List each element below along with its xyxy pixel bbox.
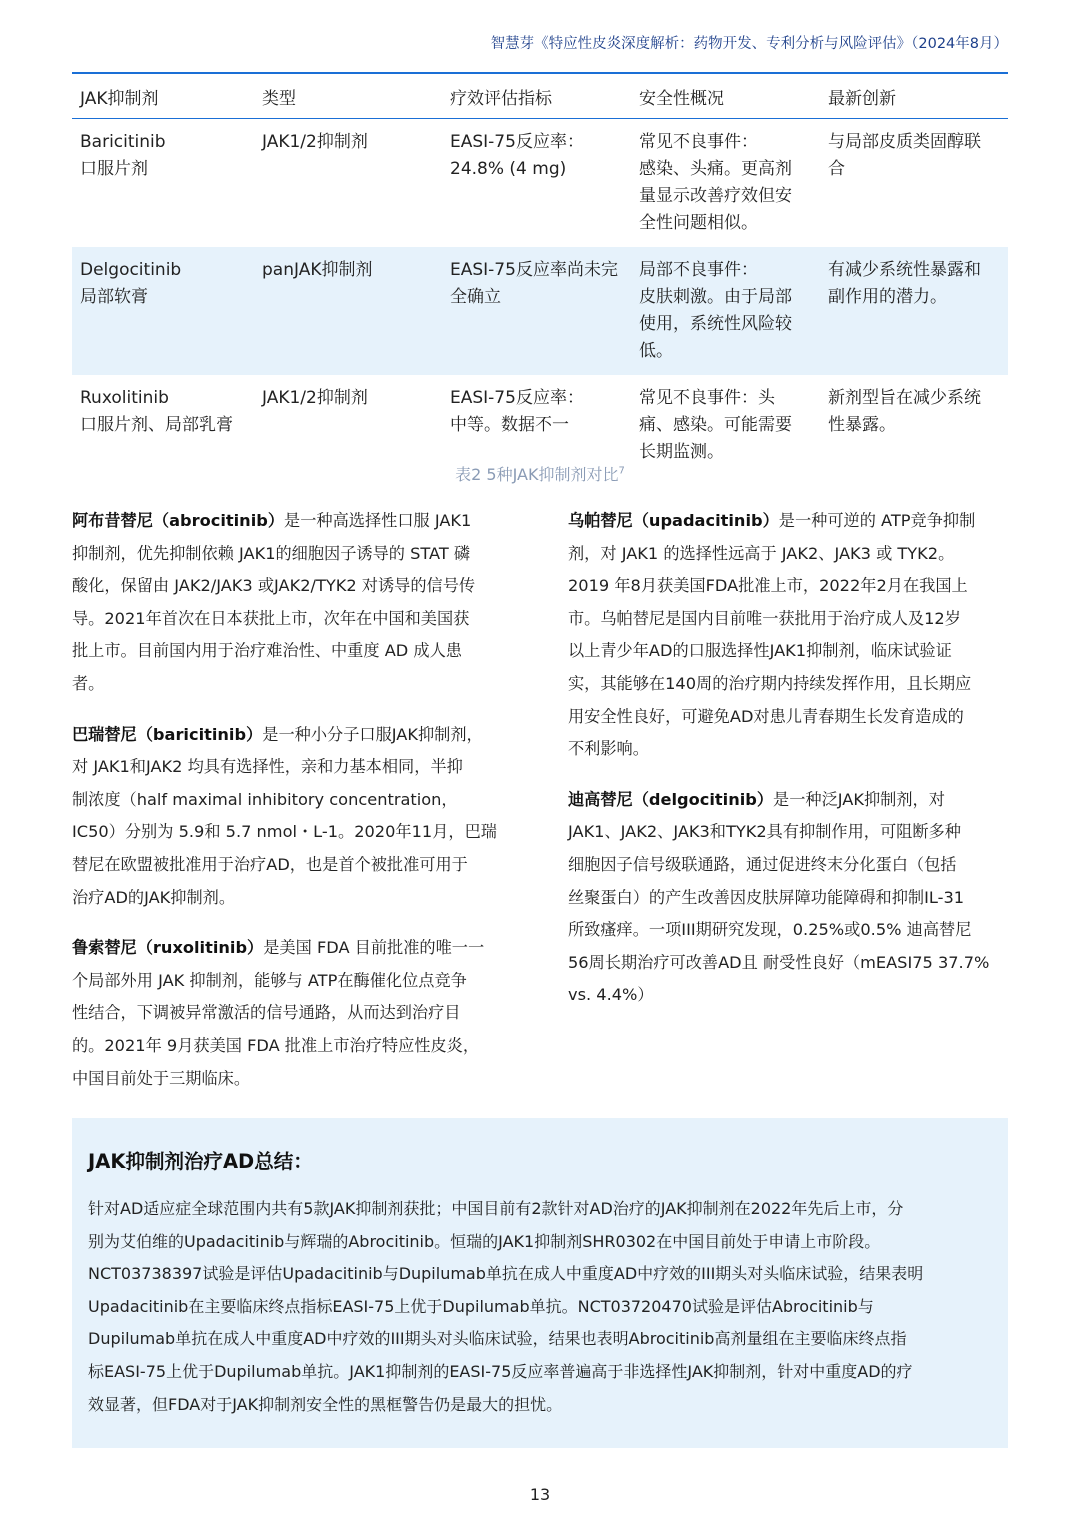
drug-name: 迪高替尼（delgocitinib） bbox=[568, 789, 774, 809]
drug-paragraph bbox=[568, 784, 1008, 1012]
table-cell-innovation bbox=[820, 375, 1008, 476]
paragraph-line: 导。2021年首次在日本获批上市，次年在中国和美国获 bbox=[72, 608, 470, 628]
table-row bbox=[72, 375, 1008, 476]
paragraph-line: 所致瘙痒。一项III期研究发现，0.25%或0.5% 迪高替尼 bbox=[568, 920, 972, 940]
paragraph-line bbox=[72, 505, 512, 538]
summary-body bbox=[88, 1193, 998, 1421]
cell-line: 痛、感染。可能需要 bbox=[639, 415, 792, 435]
table-cell-type bbox=[254, 119, 442, 248]
summary-title: JAK抑制剂治疗AD总结： bbox=[88, 1150, 313, 1173]
table-cell-efficacy bbox=[442, 119, 631, 248]
cell-line: Baricitinib bbox=[80, 132, 166, 152]
cell-line: 量显示改善疗效但安 bbox=[639, 186, 792, 206]
cell-line: 使用，系统性风险较 bbox=[639, 314, 792, 334]
paragraph-line: 治疗AD的JAK抑制剂。 bbox=[72, 887, 236, 907]
summary-line: Dupilumab单抗在成人中重度AD中疗效的III期头对头临床试验，结果也表明Abrocitinib高剂量组在主要临床终点指 bbox=[88, 1329, 907, 1349]
paragraph-line: 以上青少年AD的口服选择性JAK1抑制剂，临床试验证 bbox=[568, 641, 952, 661]
column-header-safety: 安全性概况 bbox=[631, 73, 820, 119]
cell-line: 24.8% (4 mg) bbox=[450, 159, 567, 179]
page-header: 智慧芽《特应性皮炎深度解析：药物开发、专利分析与风险评估》（2024年8月） bbox=[490, 36, 1008, 52]
paragraph-line: vs. 4.4%） bbox=[568, 985, 654, 1005]
drug-paragraph bbox=[568, 505, 1008, 766]
table-caption bbox=[0, 462, 1080, 485]
cell-line: 与局部皮质类固醇联 bbox=[828, 132, 981, 152]
right-column bbox=[568, 505, 1008, 1030]
drug-name: 阿布昔替尼（abrocitinib） bbox=[72, 511, 285, 530]
cell-line: 副作用的潜力。 bbox=[828, 287, 947, 307]
left-column bbox=[72, 505, 512, 1113]
paragraph-line bbox=[568, 784, 1008, 817]
cell-line: 感染、头痛。更高剂 bbox=[639, 159, 792, 179]
cell-line: 局部软膏 bbox=[80, 287, 148, 307]
cell-line: Ruxolitinib bbox=[80, 388, 169, 408]
paragraph-line: JAK1、JAK2、JAK3和TYK2具有抑制作用，可阻断多种 bbox=[568, 822, 961, 842]
cell-line: Delgocitinib bbox=[80, 260, 182, 280]
cell-line: 有减少系统性暴露和 bbox=[828, 260, 981, 280]
cell-line: 口服片剂 bbox=[80, 159, 148, 179]
paragraph-line: 制浓度（half maximal inhibitory concentration， bbox=[72, 789, 458, 809]
cell-line: JAK1/2抑制剂 bbox=[262, 132, 368, 152]
column-header-innovation: 最新创新 bbox=[820, 73, 1008, 119]
drug-name: 鲁索替尼（ruxolitinib） bbox=[72, 938, 264, 958]
cell-line: 常见不良事件： bbox=[639, 132, 758, 152]
table-row bbox=[72, 247, 1008, 375]
paragraph-line: 对 JAK1和JAK2 均具有选择性，亲和力基本相同，半抑 bbox=[72, 757, 463, 777]
paragraph-line: 中国目前处于三期临床。 bbox=[72, 1068, 251, 1088]
summary-line: NCT03738397试验是评估Upadacitinib与Dupilumab单抗在成人中重度AD中疗效的III期头对头临床试验，结果表明 bbox=[88, 1264, 924, 1284]
paragraph-line bbox=[72, 719, 512, 752]
summary-line: 效显著，但FDA对于JAK抑制剂安全性的黑框警告仍是最大的担忧。 bbox=[88, 1394, 563, 1414]
drug-paragraph bbox=[72, 932, 512, 1095]
summary-line: 标EASI-75上优于Dupilumab单抗。JAK1抑制剂的EASI-75反应率普遍高于非选择性JAK抑制剂，针对中重度AD的疗 bbox=[88, 1361, 913, 1381]
table-cell-innovation bbox=[820, 119, 1008, 248]
cell-line: 合 bbox=[828, 159, 845, 179]
cell-line: 低。 bbox=[639, 341, 673, 361]
paragraph-line: 抑制剂，优先抑制依赖 JAK1的细胞因子诱导的 STAT 磷 bbox=[72, 543, 471, 563]
drug-name: 乌帕替尼（upadacitinib） bbox=[568, 511, 779, 530]
table-caption-text: 表2 5种JAK抑制剂对比 bbox=[455, 465, 619, 484]
cell-line: 性暴露。 bbox=[828, 415, 896, 435]
line-text: 是一种小分子口服JAK抑制剂， bbox=[262, 724, 483, 744]
cell-line: JAK1/2抑制剂 bbox=[262, 388, 368, 408]
paragraph-line: 者。 bbox=[72, 673, 105, 693]
cell-line: 皮肤刺激。由于局部 bbox=[639, 287, 792, 307]
cell-line: 新剂型旨在减少系统 bbox=[828, 388, 981, 408]
cell-line: 口服片剂、局部乳膏 bbox=[80, 415, 233, 435]
paragraph-line: 批上市。目前国内用于治疗难治性、中重度 AD 成人患 bbox=[72, 641, 462, 661]
drug-name: 巴瑞替尼（baricitinib） bbox=[72, 724, 263, 744]
cell-line: 中等。数据不一 bbox=[450, 415, 569, 435]
summary-line: Upadacitinib在主要临床终点指标EASI-75上优于Dupilumab单抗。NCT03720470试验是评估Abrocitinib与 bbox=[88, 1296, 874, 1316]
paragraph-line: 2019 年8月获美国FDA批准上市，2022年2月在我国上 bbox=[568, 576, 968, 596]
cell-line: 全确立 bbox=[450, 287, 501, 307]
drug-paragraph bbox=[72, 719, 512, 915]
cell-line: 常见不良事件：头 bbox=[639, 388, 775, 408]
paragraph-line: 个局部外用 JAK 抑制剂，能够与 ATP在酶催化位点竞争 bbox=[72, 970, 467, 990]
paragraph-line: 56周长期治疗可改善AD且 耐受性良好（mEASI75 37.7% bbox=[568, 952, 990, 972]
table-cell-drug bbox=[72, 375, 254, 476]
paragraph-line: IC50）分别为 5.9和 5.7 nmol・L-1。2020年11月，巴瑞 bbox=[72, 822, 497, 842]
paragraph-line: 剂，对 JAK1 的选择性远高于 JAK2、JAK3 或 TYK2。 bbox=[568, 543, 955, 563]
column-header-type: 类型 bbox=[254, 73, 442, 119]
table-cell-safety bbox=[631, 247, 820, 375]
table-cell-drug bbox=[72, 247, 254, 375]
line-text: 是一种可逆的 ATP竞争抑制 bbox=[778, 511, 976, 530]
table-cell-drug bbox=[72, 119, 254, 248]
summary-line: 针对AD适应症全球范围内共有5款JAK抑制剂获批；中国目前有2款针对AD治疗的JAK抑制剂在2022年先后上市，分 bbox=[88, 1199, 904, 1218]
table-header-row bbox=[72, 73, 1008, 119]
drug-paragraph bbox=[72, 505, 512, 701]
table-cell-safety bbox=[631, 119, 820, 248]
paragraph-line: 用安全性良好，可避免AD对患儿青春期生长发育造成的 bbox=[568, 706, 964, 726]
paragraph-line: 性结合，下调被异常激活的信号通路，从而达到治疗目 bbox=[72, 1003, 461, 1023]
table-cell-efficacy bbox=[442, 247, 631, 375]
paragraph-line: 替尼在欧盟被批准用于治疗AD，也是首个被批准可用于 bbox=[72, 854, 468, 874]
cell-line: 全性问题相似。 bbox=[639, 213, 758, 233]
table-cell-type bbox=[254, 247, 442, 375]
paragraph-line: 的。2021年 9月获美国 FDA 批准上市治疗特应性皮炎， bbox=[72, 1035, 480, 1055]
page-number: 13 bbox=[529, 1485, 551, 1504]
table-row bbox=[72, 119, 1008, 248]
table-cell-safety bbox=[631, 375, 820, 476]
paragraph-line: 细胞因子信号级联通路，通过促进终末分化蛋白（包括 bbox=[568, 854, 957, 874]
cell-line: 局部不良事件： bbox=[639, 260, 758, 280]
paragraph-line: 实，其能够在140周的治疗期内持续发挥作用，且长期应 bbox=[568, 673, 972, 693]
paragraph-line bbox=[72, 932, 512, 965]
paragraph-line bbox=[568, 505, 1008, 538]
table-cell-innovation bbox=[820, 247, 1008, 375]
table-cell-efficacy bbox=[442, 375, 631, 476]
table-caption-ref: 7 bbox=[618, 465, 625, 477]
cell-line: 长期监测。 bbox=[639, 442, 724, 462]
line-text: 是一种高选择性口服 JAK1 bbox=[284, 511, 472, 530]
summary-box bbox=[72, 1118, 1008, 1448]
cell-line: EASI-75反应率尚未完 bbox=[450, 260, 618, 280]
paragraph-line: 不利影响。 bbox=[568, 739, 649, 759]
jak-comparison-table bbox=[72, 72, 1008, 476]
line-text: 是一种泛JAK抑制剂，对 bbox=[773, 789, 945, 809]
paragraph-line: 市。乌帕替尼是国内目前唯一获批用于治疗成人及12岁 bbox=[568, 608, 961, 628]
cell-line: EASI-75反应率： bbox=[450, 388, 584, 408]
table-cell-type bbox=[254, 375, 442, 476]
paragraph-line: 丝聚蛋白）的产生改善因皮肤屏障功能障碍和抑制IL-31 bbox=[568, 887, 965, 907]
column-header-drug: JAK抑制剂 bbox=[72, 73, 254, 119]
summary-line: 别为艾伯维的Upadacitinib与辉瑞的Abrocitinib。恒瑞的JAK1抑制剂SHR0302在中国目前处于申请上市阶段。 bbox=[88, 1231, 881, 1251]
cell-line: panJAK抑制剂 bbox=[262, 260, 373, 280]
line-text: 是美国 FDA 目前批准的唯一一 bbox=[263, 938, 485, 958]
cell-line: EASI-75反应率： bbox=[450, 132, 584, 152]
column-header-efficacy: 疗效评估指标 bbox=[442, 73, 631, 119]
paragraph-line: 酸化，保留由 JAK2/JAK3 或JAK2/TYK2 对诱导的信号传 bbox=[72, 576, 476, 596]
